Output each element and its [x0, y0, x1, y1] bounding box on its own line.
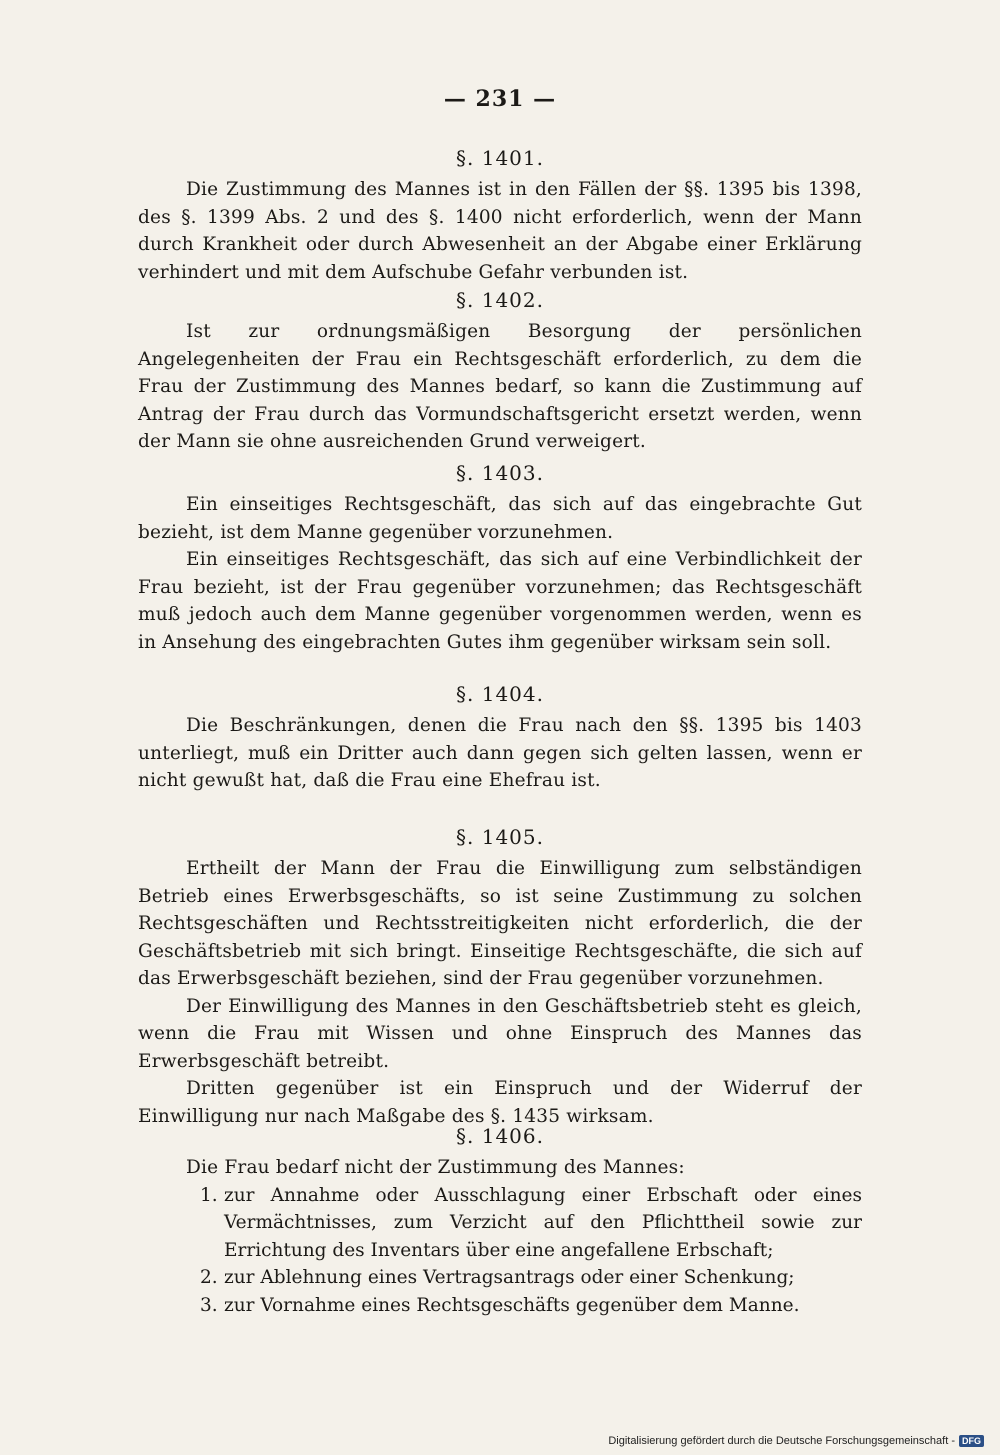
section-title: §. 1402. [456, 288, 544, 312]
section-paragraph: Ist zur ordnungsmäßigen Besorgung der persönlichen Angelegenheiten der Frau ein Rechtsgeschäft erforderlich, zu dem die Frau der Zustimmung des Mannes bedarf, so kann die Zustimmung auf Antrag der Frau durch das Vormundschaftsgericht ersetzt werden, wenn der Mann sie ohne ausreichenden Grund verweigert. [138, 321, 862, 452]
section-1405 [138, 825, 862, 1130]
footer-text: Digitalisierung gefördert durch die Deutsche Forschungsgemeinschaft - [608, 1435, 955, 1447]
list-item-text: zur Ablehnung eines Vertragsantrags oder einer Schenkung; [224, 1267, 795, 1288]
section-title: §. 1404. [456, 682, 544, 706]
section-title: §. 1401. [456, 146, 544, 170]
list-item-text: zur Vornahme eines Rechtsgeschäfts gegenüber dem Manne. [224, 1294, 800, 1316]
list-item-number: 3. [200, 1294, 218, 1316]
section-title: §. 1405. [456, 825, 544, 849]
list-item [138, 1264, 862, 1292]
list-item [138, 1182, 862, 1265]
section-1402 [138, 288, 862, 456]
section-paragraph: Die Zustimmung des Mannes ist in den Fällen der §§. 1395 bis 1398, des §. 1399 Abs. 2 und des §. 1400 nicht erforderlich, wenn der Mann durch Krankheit oder durch Abwesenheit an der Abgabe einer Erklärung verhindert und mit dem Aufschube Gefahr verbunden ist. [138, 179, 862, 283]
list-item-text: zur Annahme oder Ausschlagung einer Erbschaft oder eines Vermächtnisses, zum Verzicht auf den Pflichttheil sowie zur Errichtung des Inventars über eine angefallene Erbschaft; [224, 1184, 862, 1261]
section-title: §. 1406. [456, 1124, 544, 1148]
section-paragraph: Die Beschränkungen, denen die Frau nach den §§. 1395 bis 1403 unterliegt, muß ein Dritter auch dann gegen sich gelten lassen, wenn er nicht gewußt hat, daß die Frau eine Ehefrau ist. [138, 715, 862, 791]
section-paragraph: Dritten gegenüber ist ein Einspruch und der Widerruf der Einwilligung nur nach Maßgabe des §. 1435 wirksam. [138, 1078, 862, 1127]
section-1404 [138, 682, 862, 795]
section-paragraph: Ertheilt der Mann der Frau die Einwilligung zum selbständigen Betrieb eines Erwerbsgeschäfts, so ist seine Zustimmung zu solchen Rechtsgeschäften und Rechtsstreitigkeiten nicht erforderlich, die der Geschäftsbetrieb mit sich bringt. Einseitige Rechtsgeschäfte, die sich auf das Erwerbsgeschäft beziehen, sind der Frau gegenüber vorzunehmen. [138, 858, 862, 989]
section-paragraph: Die Frau bedarf nicht der Zustimmung des Mannes: [186, 1157, 685, 1178]
list-item-number: 2. [200, 1267, 218, 1288]
section-paragraph: Ein einseitiges Rechtsgeschäft, das sich auf eine Verbindlichkeit der Frau bezieht, ist der Frau gegenüber vorzunehmen; das Rechtsgeschäft muß jedoch auch dem Manne gegenüber vorgenommen werden, wenn es in Ansehung des eingebrachten Gutes ihm gegenüber wirksam sein soll. [138, 549, 862, 653]
digitization-footer [608, 1435, 984, 1447]
list-item [138, 1292, 862, 1320]
section-1401 [138, 146, 862, 286]
section-paragraph: Der Einwilligung des Mannes in den Geschäftsbetrieb steht es gleich, wenn die Frau mit Wissen und ohne Einspruch des Mannes das Erwerbsgeschäft betreibt. [138, 995, 862, 1072]
dfg-logo-icon: DFG [959, 1435, 984, 1447]
numbered-list [138, 1182, 862, 1320]
section-paragraph: Ein einseitiges Rechtsgeschäft, das sich auf das eingebrachte Gut bezieht, ist dem Manne gegenüber vorzunehmen. [138, 494, 862, 543]
section-title: §. 1403. [456, 461, 544, 485]
list-item-number: 1. [200, 1184, 218, 1206]
section-1403 [138, 461, 862, 656]
section-1406 [138, 1124, 862, 1319]
page-number: — 231 — [443, 86, 557, 112]
